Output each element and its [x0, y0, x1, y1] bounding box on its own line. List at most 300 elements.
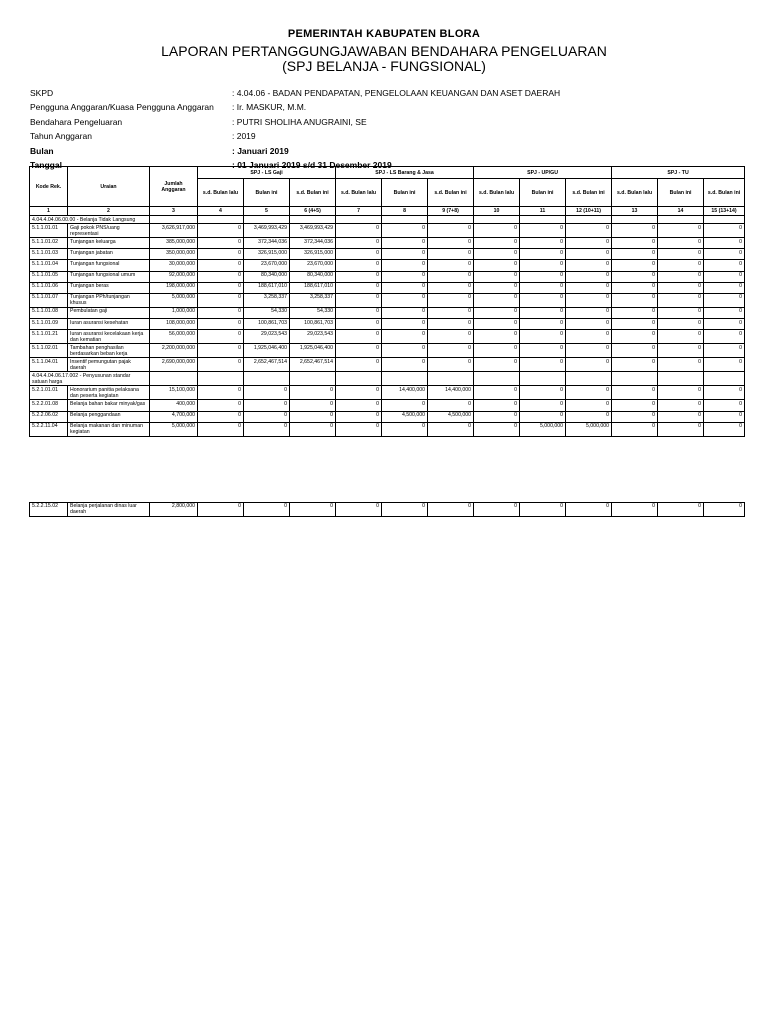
- value-cell: 0: [520, 307, 566, 318]
- value-cell: 100,861,703: [290, 319, 336, 330]
- table-row: [30, 271, 745, 282]
- jumlah-anggaran-cell: 5,000,000: [150, 293, 198, 307]
- value-cell: 0: [612, 319, 658, 330]
- empty-cell: [474, 216, 520, 224]
- value-cell: 2,652,467,514: [244, 358, 290, 372]
- value-cell: 0: [198, 358, 244, 372]
- value-cell: 0: [658, 386, 704, 400]
- uraian-cell: Belanja penggandaan: [68, 411, 150, 422]
- jumlah-anggaran-cell: 2,690,000,000: [150, 358, 198, 372]
- col-number: 9 (7+8): [428, 207, 474, 216]
- value-cell: 0: [658, 293, 704, 307]
- value-cell: 0: [658, 422, 704, 436]
- kode-rek-cell: 5.1.1.01.07: [30, 293, 68, 307]
- value-cell: 0: [198, 422, 244, 436]
- empty-cell: [198, 216, 244, 224]
- value-cell: 0: [198, 238, 244, 249]
- value-cell: 0: [382, 344, 428, 358]
- jumlah-anggaran-cell: 385,000,000: [150, 238, 198, 249]
- empty-cell: [474, 372, 520, 386]
- kode-rek-cell: 5.1.1.01.21: [30, 330, 68, 344]
- value-cell: 0: [612, 293, 658, 307]
- kode-rek-cell: 5.1.1.02.01: [30, 344, 68, 358]
- uraian-cell: Belanja perjalanan dinas luar daerah: [68, 502, 150, 516]
- th-sub: s.d. Bulan ini: [290, 179, 336, 207]
- value-cell: 0: [336, 422, 382, 436]
- value-cell: 0: [382, 271, 428, 282]
- col-number: 3: [150, 207, 198, 216]
- meta-label: Pengguna Anggaran/Kuasa Pengguna Anggaran: [30, 102, 214, 113]
- value-cell: 0: [382, 238, 428, 249]
- th-sub: s.d. Bulan lalu: [612, 179, 658, 207]
- kode-rek-cell: 5.1.1.01.02: [30, 238, 68, 249]
- value-cell: 0: [474, 411, 520, 422]
- value-cell: 0: [474, 422, 520, 436]
- kode-rek-cell: 5.1.1.01.08: [30, 307, 68, 318]
- value-cell: 0: [198, 386, 244, 400]
- kode-rek-cell: 5.1.1.01.05: [30, 271, 68, 282]
- value-cell: 0: [566, 293, 612, 307]
- value-cell: 0: [658, 224, 704, 238]
- value-cell: 0: [336, 282, 382, 293]
- jumlah-anggaran-cell: 30,000,000: [150, 260, 198, 271]
- empty-cell: [704, 216, 745, 224]
- kode-rek-cell: 5.1.1.01.09: [30, 319, 68, 330]
- col-number: 14: [658, 207, 704, 216]
- value-cell: 0: [428, 293, 474, 307]
- value-cell: 0: [566, 502, 612, 516]
- uraian-cell: Gaji pokok PNS/uang representasi: [68, 224, 150, 238]
- empty-cell: [612, 216, 658, 224]
- value-cell: 0: [336, 400, 382, 411]
- value-cell: 0: [428, 271, 474, 282]
- value-cell: 0: [382, 224, 428, 238]
- value-cell: 0: [290, 411, 336, 422]
- col-number: 11: [520, 207, 566, 216]
- empty-cell: [520, 372, 566, 386]
- value-cell: 0: [658, 238, 704, 249]
- value-cell: 0: [382, 307, 428, 318]
- value-cell: 54,330: [244, 307, 290, 318]
- value-cell: 0: [566, 400, 612, 411]
- jumlah-anggaran-cell: 92,000,000: [150, 271, 198, 282]
- value-cell: 0: [336, 319, 382, 330]
- value-cell: 5,000,000: [566, 422, 612, 436]
- th-sub: s.d. Bulan lalu: [474, 179, 520, 207]
- value-cell: 0: [474, 344, 520, 358]
- value-cell: 0: [290, 400, 336, 411]
- value-cell: 0: [566, 319, 612, 330]
- kode-rek-cell: 5.2.2.15.02: [30, 502, 68, 516]
- meta-label: Bulan: [30, 145, 54, 156]
- value-cell: 0: [566, 224, 612, 238]
- table-row: [30, 386, 745, 400]
- value-cell: 0: [336, 224, 382, 238]
- empty-cell: [198, 372, 244, 386]
- value-cell: 0: [198, 271, 244, 282]
- table-row: [30, 400, 745, 411]
- value-cell: 0: [520, 411, 566, 422]
- value-cell: 0: [658, 249, 704, 260]
- value-cell: 0: [612, 344, 658, 358]
- value-cell: 0: [428, 260, 474, 271]
- uraian-cell: Insentif pemungutan pajak daerah: [68, 358, 150, 372]
- meta-value: : Januari 2019: [232, 145, 289, 156]
- value-cell: 0: [658, 411, 704, 422]
- value-cell: 0: [658, 282, 704, 293]
- empty-cell: [290, 372, 336, 386]
- meta-label: Tahun Anggaran: [30, 131, 92, 142]
- col-number: 2: [68, 207, 150, 216]
- col-number: 5: [244, 207, 290, 216]
- org-name: PEMERINTAH KABUPATEN BLORA: [287, 28, 481, 40]
- jumlah-anggaran-cell: 2,200,000,000: [150, 344, 198, 358]
- meta-value: : PUTRI SHOLIHA ANUGRAINI, SE: [232, 116, 367, 127]
- value-cell: 0: [704, 293, 745, 307]
- empty-cell: [428, 216, 474, 224]
- value-cell: 0: [336, 238, 382, 249]
- value-cell: 0: [520, 271, 566, 282]
- value-cell: 0: [336, 307, 382, 318]
- value-cell: 0: [428, 224, 474, 238]
- value-cell: 0: [520, 400, 566, 411]
- value-cell: 0: [658, 330, 704, 344]
- value-cell: 0: [382, 422, 428, 436]
- kode-rek-cell: 5.1.1.01.01: [30, 224, 68, 238]
- value-cell: 0: [474, 224, 520, 238]
- value-cell: 0: [612, 238, 658, 249]
- table-row: [30, 344, 745, 358]
- value-cell: 0: [198, 249, 244, 260]
- col-number: 12 (10+11): [566, 207, 612, 216]
- value-cell: 0: [382, 502, 428, 516]
- value-cell: 0: [244, 400, 290, 411]
- uraian-cell: Tunjangan beras: [68, 282, 150, 293]
- value-cell: 0: [612, 307, 658, 318]
- value-cell: 0: [704, 502, 745, 516]
- value-cell: 29,023,543: [244, 330, 290, 344]
- value-cell: 0: [566, 330, 612, 344]
- value-cell: 0: [520, 224, 566, 238]
- th-group-tu: SPJ - TU: [612, 167, 745, 179]
- value-cell: 0: [704, 358, 745, 372]
- value-cell: 1,925,046,400: [244, 344, 290, 358]
- th-uraian: Uraian: [68, 167, 150, 207]
- kode-rek-cell: 5.2.1.01.01: [30, 386, 68, 400]
- value-cell: 0: [382, 249, 428, 260]
- jumlah-anggaran-cell: 198,000,000: [150, 282, 198, 293]
- value-cell: 0: [428, 358, 474, 372]
- value-cell: 0: [382, 260, 428, 271]
- meta-label: Tanggal: [30, 159, 62, 170]
- meta-value: : 01 Januari 2019 s/d 31 Desember 2019: [232, 159, 392, 170]
- value-cell: 0: [520, 282, 566, 293]
- value-cell: 0: [658, 344, 704, 358]
- value-cell: 0: [474, 386, 520, 400]
- value-cell: 0: [198, 224, 244, 238]
- value-cell: 0: [474, 307, 520, 318]
- page-gap-cell: [30, 436, 745, 502]
- table-row: [30, 282, 745, 293]
- value-cell: 5,000,000: [520, 422, 566, 436]
- value-cell: 3,469,993,429: [244, 224, 290, 238]
- value-cell: 0: [428, 249, 474, 260]
- th-sub: s.d. Bulan ini: [566, 179, 612, 207]
- value-cell: 1,925,046,400: [290, 344, 336, 358]
- report-title-line1: LAPORAN PERTANGGUNGJAWABAN BENDAHARA PENGELUARAN: [161, 43, 607, 59]
- value-cell: 4,500,000: [382, 411, 428, 422]
- kode-rek-cell: 5.1.1.01.04: [30, 260, 68, 271]
- th-group-upgu: SPJ - UP/GU: [474, 167, 612, 179]
- value-cell: 0: [566, 271, 612, 282]
- empty-cell: [150, 216, 198, 224]
- empty-cell: [290, 216, 336, 224]
- value-cell: 0: [520, 330, 566, 344]
- value-cell: 0: [290, 502, 336, 516]
- value-cell: 0: [428, 330, 474, 344]
- kode-rek-cell: 5.1.1.01.06: [30, 282, 68, 293]
- value-cell: 0: [474, 282, 520, 293]
- value-cell: 0: [336, 249, 382, 260]
- value-cell: 0: [474, 319, 520, 330]
- uraian-cell: Tunjangan keluarga: [68, 238, 150, 249]
- value-cell: 0: [474, 271, 520, 282]
- uraian-cell: Iuran asuransi kecelakaan kerja dan kematian: [68, 330, 150, 344]
- empty-cell: [244, 216, 290, 224]
- value-cell: 0: [290, 422, 336, 436]
- value-cell: 0: [612, 330, 658, 344]
- value-cell: 0: [658, 319, 704, 330]
- value-cell: 0: [198, 502, 244, 516]
- jumlah-anggaran-cell: 4,700,000: [150, 411, 198, 422]
- meta-value: : 4.04.06 - BADAN PENDAPATAN, PENGELOLAAN KEUANGAN DAN ASET DAERAH: [232, 88, 561, 98]
- value-cell: 54,330: [290, 307, 336, 318]
- group-title: 4.04.4.04.06.00.00 - Belanja Tidak Langsung: [30, 216, 150, 224]
- meta-label: SKPD: [30, 88, 54, 98]
- col-number: 10: [474, 207, 520, 216]
- th-sub: Bulan ini: [520, 179, 566, 207]
- jumlah-anggaran-cell: 5,000,000: [150, 422, 198, 436]
- group-row: [30, 372, 745, 386]
- value-cell: 0: [566, 386, 612, 400]
- value-cell: 0: [566, 282, 612, 293]
- value-cell: 188,617,010: [244, 282, 290, 293]
- value-cell: 326,915,000: [290, 249, 336, 260]
- value-cell: 0: [474, 330, 520, 344]
- value-cell: 0: [704, 330, 745, 344]
- uraian-cell: Iuran asuransi kesehatan: [68, 319, 150, 330]
- value-cell: 0: [428, 307, 474, 318]
- table-row: [30, 411, 745, 422]
- empty-cell: [150, 372, 198, 386]
- col-number: 4: [198, 207, 244, 216]
- value-cell: 0: [704, 238, 745, 249]
- value-cell: 0: [704, 411, 745, 422]
- value-cell: 0: [336, 358, 382, 372]
- value-cell: 0: [198, 307, 244, 318]
- value-cell: 0: [520, 260, 566, 271]
- value-cell: 0: [382, 282, 428, 293]
- empty-cell: [336, 372, 382, 386]
- value-cell: 80,340,000: [290, 271, 336, 282]
- th-sub: Bulan ini: [658, 179, 704, 207]
- kode-rek-cell: 5.2.2.11.04: [30, 422, 68, 436]
- value-cell: 0: [336, 386, 382, 400]
- uraian-cell: Tambahan penghasilan berdasarkan beban kerja: [68, 344, 150, 358]
- value-cell: 0: [198, 260, 244, 271]
- uraian-cell: Tunjangan jabatan: [68, 249, 150, 260]
- value-cell: 0: [198, 293, 244, 307]
- th-sub: s.d. Bulan ini: [428, 179, 474, 207]
- kode-rek-cell: 5.1.1.04.01: [30, 358, 68, 372]
- value-cell: 0: [336, 293, 382, 307]
- value-cell: 0: [658, 271, 704, 282]
- th-sub: Bulan ini: [382, 179, 428, 207]
- table-row: [30, 319, 745, 330]
- value-cell: 0: [244, 502, 290, 516]
- col-number: 8: [382, 207, 428, 216]
- value-cell: 0: [428, 319, 474, 330]
- value-cell: 0: [566, 344, 612, 358]
- value-cell: 100,861,703: [244, 319, 290, 330]
- kode-rek-cell: 5.2.2.06.02: [30, 411, 68, 422]
- value-cell: 0: [658, 400, 704, 411]
- value-cell: 2,652,467,514: [290, 358, 336, 372]
- value-cell: 0: [382, 358, 428, 372]
- value-cell: 0: [566, 260, 612, 271]
- value-cell: 0: [658, 502, 704, 516]
- value-cell: 0: [336, 344, 382, 358]
- kode-rek-cell: 5.1.1.01.03: [30, 249, 68, 260]
- value-cell: 80,340,000: [244, 271, 290, 282]
- report-title: [0, 44, 768, 74]
- group-row: [30, 216, 745, 224]
- uraian-cell: Belanja makanan dan minuman kegiatan: [68, 422, 150, 436]
- table-row: [30, 260, 745, 271]
- value-cell: 0: [566, 249, 612, 260]
- value-cell: 0: [290, 386, 336, 400]
- value-cell: 3,258,337: [244, 293, 290, 307]
- value-cell: 0: [704, 386, 745, 400]
- jumlah-anggaran-cell: 400,000: [150, 400, 198, 411]
- value-cell: 0: [198, 330, 244, 344]
- jumlah-anggaran-cell: 3,626,917,000: [150, 224, 198, 238]
- value-cell: 0: [474, 358, 520, 372]
- value-cell: 14,400,000: [382, 386, 428, 400]
- value-cell: 0: [566, 307, 612, 318]
- empty-cell: [704, 372, 745, 386]
- th-jumlah: Jumlah Anggaran: [150, 167, 198, 207]
- value-cell: 0: [474, 400, 520, 411]
- value-cell: 14,400,000: [428, 386, 474, 400]
- value-cell: 0: [474, 249, 520, 260]
- value-cell: 0: [520, 249, 566, 260]
- uraian-cell: Tunjangan fungsional umum: [68, 271, 150, 282]
- value-cell: 188,617,010: [290, 282, 336, 293]
- value-cell: 0: [198, 411, 244, 422]
- col-number: 15 (13+14): [704, 207, 745, 216]
- value-cell: 0: [428, 344, 474, 358]
- value-cell: 0: [658, 358, 704, 372]
- jumlah-anggaran-cell: 350,000,000: [150, 249, 198, 260]
- th-sub: s.d. Bulan ini: [704, 179, 745, 207]
- report-title-line2: (SPJ BELANJA - FUNGSIONAL): [282, 58, 486, 74]
- value-cell: 0: [474, 502, 520, 516]
- uraian-cell: Honorarium panitia pelaksana dan peserta kegiatan: [68, 386, 150, 400]
- value-cell: 0: [612, 411, 658, 422]
- value-cell: 0: [474, 260, 520, 271]
- empty-cell: [336, 216, 382, 224]
- value-cell: 0: [198, 400, 244, 411]
- value-cell: 372,344,036: [244, 238, 290, 249]
- value-cell: 0: [704, 282, 745, 293]
- value-cell: 0: [704, 260, 745, 271]
- value-cell: 0: [704, 224, 745, 238]
- value-cell: 0: [198, 344, 244, 358]
- value-cell: 0: [658, 307, 704, 318]
- uraian-cell: Tunjangan PPh/tunjangan khusus: [68, 293, 150, 307]
- empty-cell: [428, 372, 474, 386]
- value-cell: 0: [336, 271, 382, 282]
- table-row: [30, 293, 745, 307]
- value-cell: 372,344,036: [290, 238, 336, 249]
- value-cell: 0: [612, 400, 658, 411]
- th-sub: s.d. Bulan lalu: [198, 179, 244, 207]
- value-cell: 0: [612, 271, 658, 282]
- value-cell: 0: [520, 293, 566, 307]
- group-title: 4.04.4.04.06.17.002 - Penyusunan standar satuan harga: [30, 372, 150, 386]
- empty-cell: [382, 216, 428, 224]
- value-cell: 0: [244, 386, 290, 400]
- value-cell: 0: [520, 319, 566, 330]
- uraian-cell: Belanja bahan bakar minyak/gas: [68, 400, 150, 411]
- th-group-ls-gaji: SPJ - LS Gaji: [198, 167, 336, 179]
- value-cell: 0: [244, 411, 290, 422]
- table-row: [30, 307, 745, 318]
- col-number: 1: [30, 207, 68, 216]
- jumlah-anggaran-cell: 2,800,000: [150, 502, 198, 516]
- value-cell: 0: [428, 282, 474, 293]
- value-cell: 0: [382, 400, 428, 411]
- value-cell: 0: [612, 282, 658, 293]
- value-cell: 0: [520, 386, 566, 400]
- empty-cell: [612, 372, 658, 386]
- value-cell: 0: [704, 344, 745, 358]
- value-cell: 0: [336, 330, 382, 344]
- page-gap: [30, 436, 745, 502]
- table-row: [30, 238, 745, 249]
- th-kode: Kode Rek.: [30, 167, 68, 207]
- jumlah-anggaran-cell: 1,000,000: [150, 307, 198, 318]
- empty-cell: [658, 216, 704, 224]
- table-row: [30, 249, 745, 260]
- value-cell: 0: [520, 358, 566, 372]
- meta-value: : Ir. MASKUR, M.M.: [232, 102, 307, 113]
- table-row: [30, 330, 745, 344]
- jumlah-anggaran-cell: 108,000,000: [150, 319, 198, 330]
- empty-cell: [566, 216, 612, 224]
- th-group-ls-barang: SPJ - LS Barang & Jasa: [336, 167, 474, 179]
- value-cell: 0: [244, 422, 290, 436]
- value-cell: 0: [382, 293, 428, 307]
- th-sub: Bulan ini: [244, 179, 290, 207]
- value-cell: 0: [704, 400, 745, 411]
- value-cell: 3,469,993,429: [290, 224, 336, 238]
- value-cell: 0: [336, 502, 382, 516]
- value-cell: 0: [428, 400, 474, 411]
- value-cell: 0: [336, 260, 382, 271]
- value-cell: 0: [612, 422, 658, 436]
